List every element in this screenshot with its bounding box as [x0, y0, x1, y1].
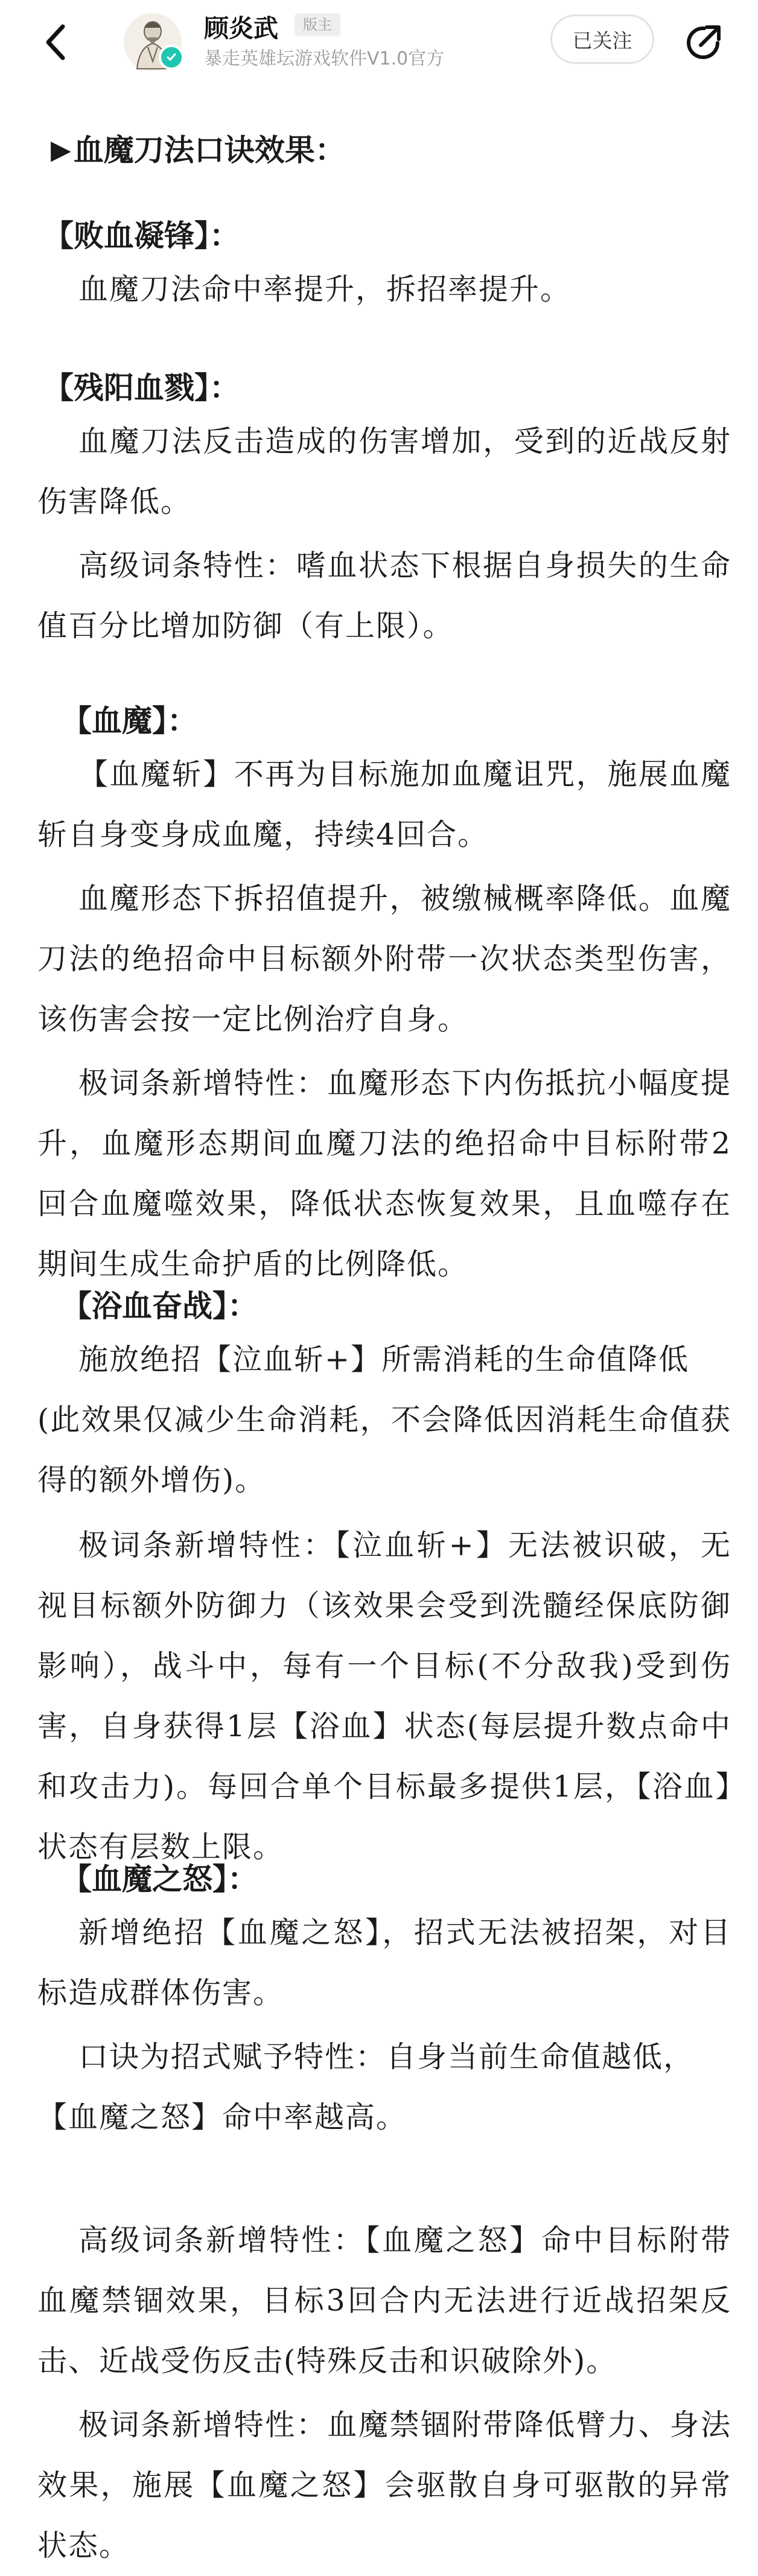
user-subtitle: 暴走英雄坛游戏软件V1.0官方	[204, 48, 445, 69]
paragraph: 血魔刀法反击造成的伤害增加，受到的近战反射伤害降低。	[37, 424, 731, 519]
paragraph: 【血魔斩】不再为目标施加血魔诅咒，施展血魔斩自身变身成血魔，持续4回合。	[37, 757, 731, 852]
paragraph: 极词条新增特性：血魔禁锢附带降低臂力、身法效果，施展【血魔之怒】会驱散自身可驱散的异常状态。	[37, 2408, 731, 2563]
section-title: 【血魔之怒】：	[62, 1861, 258, 1897]
follow-button[interactable]: 已关注	[550, 14, 654, 64]
moderator-tag: 版主	[295, 13, 340, 36]
section-title: 【浴血奋战】：	[62, 1288, 258, 1324]
post-header	[0, 0, 758, 90]
avatar[interactable]	[124, 13, 182, 71]
paragraph: 高级词条特性：嗜血状态下根据自身损失的生命值百分比增加防御（有上限）。	[37, 548, 731, 643]
triangle-bullet-icon: ▶	[51, 135, 71, 165]
back-arrow-icon	[43, 23, 68, 62]
paragraph: 极词条新增特性：血魔形态下内伤抵抗小幅度提升，血魔形态期间血魔刀法的绝招命中目标附带2回合血魔噬效果，降低状态恢复效果，且血噬存在期间生成生命护盾的比例降低。	[37, 1066, 731, 1281]
paragraph: 高级词条新增特性：【血魔之怒】命中目标附带血魔禁锢效果，目标3回合内无法进行近战招架反击、近战受伤反击(特殊反击和识破除外)。	[37, 2223, 731, 2378]
share-icon	[683, 21, 725, 63]
share-button[interactable]	[678, 17, 729, 68]
paragraph: 施放绝招【泣血斩+】所需消耗的生命值降低	[78, 1342, 690, 1377]
paragraph: 新增绝招【血魔之怒】，招式无法被招架，对目标造成群体伤害。	[37, 1915, 731, 2010]
section-title: 【血魔】：	[62, 703, 197, 738]
paragraph: 【血魔之怒】命中率越高。	[37, 2100, 407, 2134]
paragraph: 极词条新增特性：【泣血斩+】无法被识破，无视目标额外防御力（该效果会受到洗髓经保底防御影响），战斗中，每有一个目标(不分敌我)受到伤害，自身获得1层【浴血】状态(每层提升数点命中和攻击力)。每回合单个目标最多提供1层，【浴血】状态有层数上限。	[37, 1528, 731, 1864]
article-title: ▶ 血魔刀法口诀效果：	[51, 129, 345, 171]
section-title: 【败血凝锋】：	[43, 218, 240, 253]
section-title: 【残阳血戮】：	[43, 370, 240, 405]
paragraph: 血魔刀法命中率提升，拆招率提升。	[78, 272, 572, 306]
user-name[interactable]: 顾炎武	[204, 14, 278, 43]
verified-badge-icon	[159, 45, 184, 70]
paragraph: (此效果仅减少生命消耗，不会降低因消耗生命值获得的额外增伤)。	[37, 1403, 731, 1497]
back-button[interactable]	[31, 18, 80, 66]
paragraph: 口诀为招式赋予特性：自身当前生命值越低，	[78, 2040, 695, 2074]
paragraph: 血魔形态下拆招值提升，被缴械概率降低。血魔刀法的绝招命中目标额外附带一次状态类型伤害，该伤害会按一定比例治疗自身。	[37, 881, 731, 1036]
